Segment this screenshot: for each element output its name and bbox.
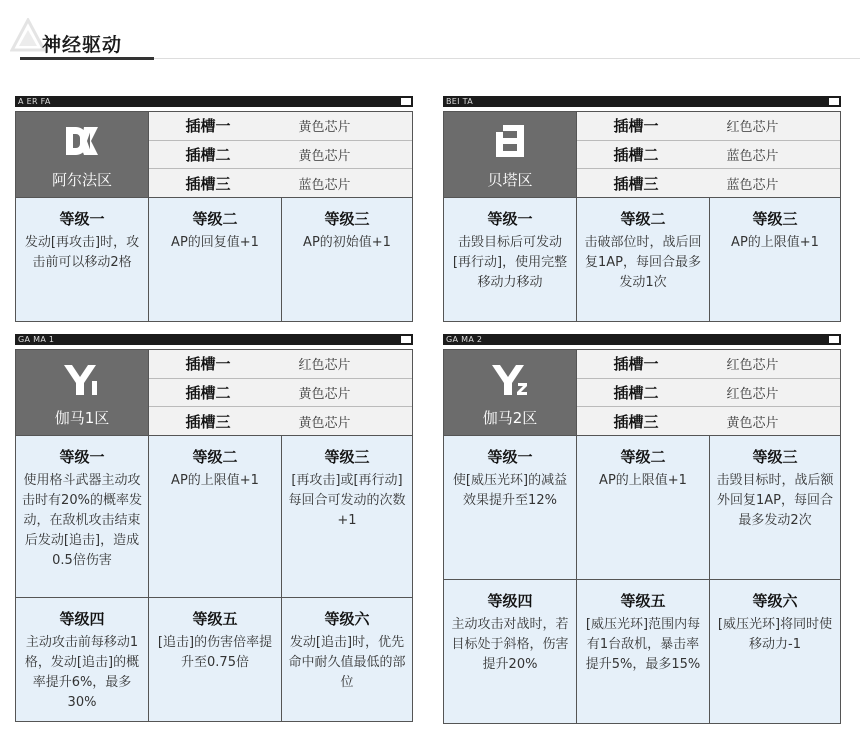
level-title: 等级二	[192, 210, 238, 228]
slot-chip-value: 蓝色芯片	[726, 149, 779, 164]
zone-badge	[444, 350, 577, 435]
panel-bar-tab	[827, 336, 839, 343]
slot-row	[577, 350, 840, 379]
level-cell	[710, 436, 840, 579]
slot-label: 插槽一	[185, 117, 231, 136]
slot-label: 插槽三	[185, 412, 231, 431]
zone-name: 伽马1区	[54, 409, 110, 427]
slot-row	[577, 169, 840, 197]
level-title: 等级五	[192, 610, 238, 628]
slot-chip-value: 红色芯片	[726, 358, 779, 374]
level-title: 等级六	[752, 592, 798, 610]
panel-code-label: BEI TA	[446, 97, 473, 106]
level-description: 击毁目标时，战后额外回复1AP，每回合最多发动2次	[716, 473, 834, 528]
panel-header-bar	[15, 96, 413, 107]
slot-label: 插槽一	[613, 355, 659, 374]
level-cell	[282, 436, 412, 597]
slot-chip-value: 黄色芯片	[726, 415, 779, 431]
level-title: 等级二	[192, 448, 238, 466]
level-title: 等级三	[324, 210, 370, 228]
level-description: 使用格斗武器主动攻击时有20%的概率发动，在敌机攻击结束后发动[追击]，造成0.5倍伤害	[22, 473, 142, 568]
title-rule	[154, 58, 860, 59]
slot-chip-value: 蓝色芯片	[726, 177, 779, 193]
zone-panel-2	[443, 96, 841, 322]
alpha-zone-icon	[60, 119, 104, 163]
gamma-2-zone-icon	[488, 357, 532, 401]
level-title: 等级五	[620, 592, 666, 610]
level-cell	[444, 436, 577, 579]
slot-chip-value: 红色芯片	[726, 387, 779, 402]
zone-grid	[443, 111, 841, 322]
zone-top-row	[444, 349, 840, 435]
slot-chip-value: 蓝色芯片	[298, 177, 351, 193]
level-description: 击破部位时，战后回复1AP，每回合最多发动1次	[584, 235, 702, 290]
level-cell	[16, 436, 149, 597]
zone-badge	[16, 350, 149, 435]
page-header	[0, 0, 860, 62]
level-title: 等级一	[59, 448, 105, 466]
zone-grid	[15, 111, 413, 322]
zone-top-row	[16, 349, 412, 435]
slot-row	[149, 169, 412, 197]
level-cell	[16, 198, 149, 321]
slot-chip-value: 黄色芯片	[298, 120, 351, 136]
level-title: 等级三	[324, 448, 370, 466]
panel-code-label: A ER FA	[18, 97, 51, 106]
zone-top-row	[444, 111, 840, 197]
slot-label: 插槽二	[613, 384, 659, 402]
zone-panel-4	[443, 334, 841, 724]
zone-name: 贝塔区	[487, 171, 533, 189]
slot-label: 插槽二	[185, 384, 231, 402]
slot-row	[149, 112, 412, 141]
slot-row	[577, 141, 840, 170]
level-title: 等级三	[752, 448, 798, 466]
panel-bar-tab	[399, 98, 411, 105]
page-title: 神经驱动	[42, 34, 123, 56]
slot-label: 插槽三	[613, 174, 659, 193]
slot-row	[577, 407, 840, 435]
level-description: AP的回复值+1	[171, 235, 259, 250]
level-title: 等级一	[59, 210, 105, 228]
gamma-1-zone-icon	[60, 357, 104, 401]
slot-chip-value: 红色芯片	[726, 120, 779, 136]
level-description: [追击]的伤害倍率提升至0.75倍	[157, 635, 273, 670]
level-cell	[710, 198, 840, 321]
slot-row	[149, 407, 412, 435]
level-title: 等级二	[620, 448, 666, 466]
level-title: 等级六	[324, 610, 370, 628]
slot-list	[577, 112, 840, 197]
level-cell	[149, 198, 282, 321]
slot-list	[577, 350, 840, 435]
zone-panel-3	[15, 334, 413, 722]
zone-badge	[444, 112, 577, 197]
zone-name: 伽马2区	[482, 409, 538, 427]
level-title: 等级四	[487, 592, 533, 610]
level-description: 发动[追击]时，优先命中耐久值最低的部位	[288, 635, 406, 690]
level-title: 等级一	[487, 448, 533, 466]
beta-zone-icon	[488, 119, 532, 163]
slot-label: 插槽二	[613, 146, 659, 164]
panel-bar-tab	[399, 336, 411, 343]
slot-label: 插槽二	[185, 146, 231, 164]
level-row	[16, 197, 412, 321]
panel-header-bar	[443, 334, 841, 345]
logo-watermark-icon	[10, 18, 46, 54]
level-description: AP的上限值+1	[731, 235, 819, 250]
level-cell	[282, 598, 412, 721]
level-description: 主动攻击前每移动1格，发动[追击]的概率提升6%，最多30%	[24, 635, 140, 710]
level-cell	[577, 436, 710, 579]
slot-chip-value: 黄色芯片	[298, 415, 351, 431]
level-row	[444, 197, 840, 321]
level-title: 等级四	[59, 610, 105, 628]
level-title: 等级三	[752, 210, 798, 228]
level-cell	[577, 198, 710, 321]
level-description: AP的初始值+1	[303, 235, 391, 250]
slot-row	[149, 379, 412, 408]
slot-label: 插槽一	[185, 355, 231, 374]
slot-chip-value: 红色芯片	[298, 358, 351, 374]
slot-chip-value: 黄色芯片	[298, 387, 351, 402]
zone-name: 阿尔法区	[51, 171, 112, 189]
level-description: 击毁目标后可发动[再行动]，使用完整移动力移动	[452, 235, 568, 290]
level-description: 使[威压光环]的减益效果提升至12%	[452, 473, 568, 508]
level-cell	[444, 198, 577, 321]
level-cell	[577, 580, 710, 723]
slot-row	[577, 112, 840, 141]
zone-grid	[15, 349, 413, 722]
level-cell	[149, 598, 282, 721]
panel-code-label: GA MA 2	[446, 335, 483, 344]
zone-panel-1	[15, 96, 413, 322]
slot-label: 插槽一	[613, 117, 659, 136]
level-description: 主动攻击对战时，若目标处于斜格，伤害提升20%	[451, 617, 569, 672]
slot-row	[149, 141, 412, 170]
zone-top-row	[16, 111, 412, 197]
slot-list	[149, 112, 412, 197]
panel-code-label: GA MA 1	[18, 335, 55, 344]
level-description: [再攻击]或[再行动]每回合可发动的次数+1	[288, 473, 406, 528]
level-cell	[710, 580, 840, 723]
slot-row	[577, 379, 840, 408]
slot-list	[149, 350, 412, 435]
level-description: AP的上限值+1	[171, 473, 259, 488]
level-title: 等级一	[487, 210, 533, 228]
zone-badge	[16, 112, 149, 197]
level-cell	[16, 598, 149, 721]
slot-row	[149, 350, 412, 379]
level-row	[16, 435, 412, 597]
level-cell	[444, 580, 577, 723]
slot-chip-value: 黄色芯片	[298, 149, 351, 164]
level-description: AP的上限值+1	[599, 473, 687, 488]
level-cell	[149, 436, 282, 597]
level-description: [威压光环]将同时使移动力-1	[717, 617, 833, 652]
level-row	[444, 579, 840, 723]
level-description: [威压光环]范围内每有1台敌机，暴击率提升5%，最多15%	[585, 617, 701, 672]
level-title: 等级二	[620, 210, 666, 228]
title-underline	[20, 57, 154, 60]
slot-label: 插槽三	[613, 412, 659, 431]
level-row	[444, 435, 840, 579]
level-row	[16, 597, 412, 721]
panel-header-bar	[15, 334, 413, 345]
slot-label: 插槽三	[185, 174, 231, 193]
level-cell	[282, 198, 412, 321]
panel-header-bar	[443, 96, 841, 107]
zone-grid	[443, 349, 841, 724]
level-description: 发动[再攻击]时，攻击前可以移动2格	[24, 235, 140, 270]
panel-bar-tab	[827, 98, 839, 105]
